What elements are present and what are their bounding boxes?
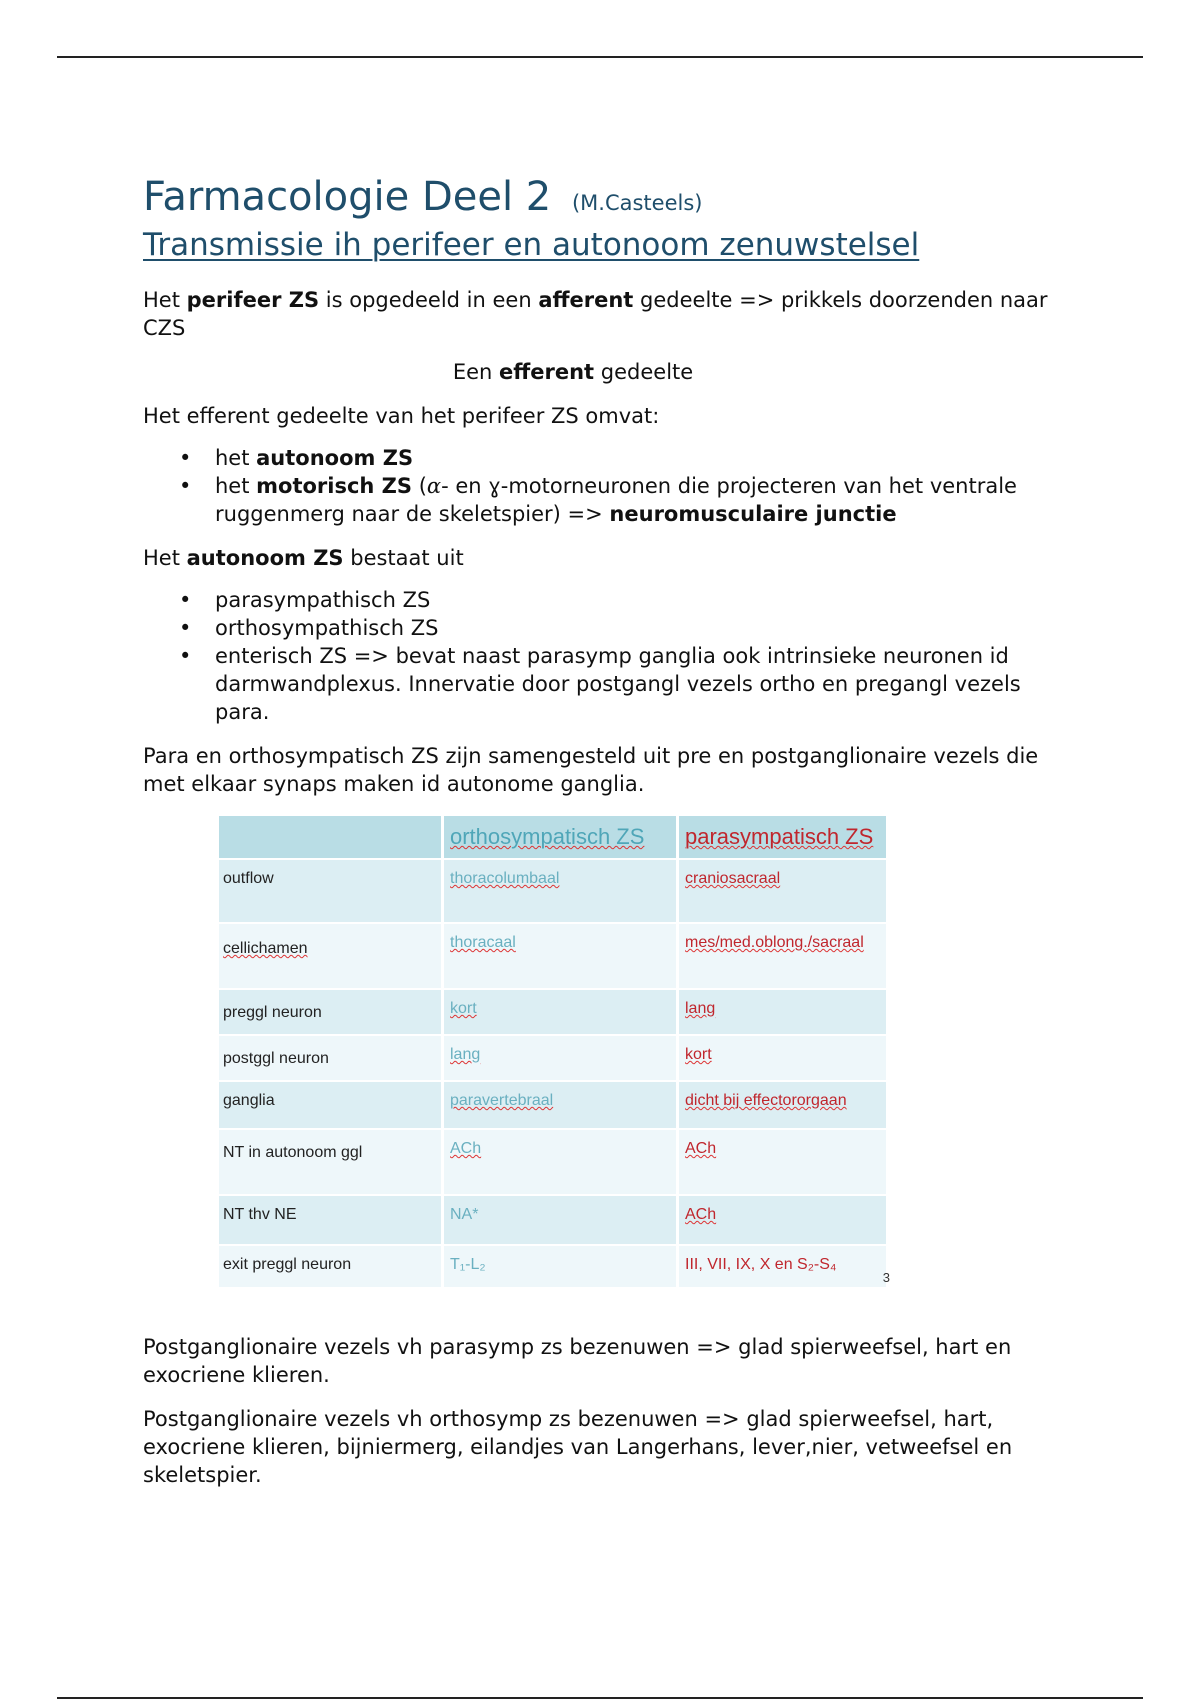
ortho-cell: NA* xyxy=(443,1195,678,1245)
column-header xyxy=(678,816,887,859)
ortho-cell xyxy=(443,1035,678,1081)
top-rule xyxy=(57,56,1143,58)
ortho-cell xyxy=(443,923,678,989)
bold-term: autonoom ZS xyxy=(186,546,344,571)
cell-text: lang xyxy=(685,1000,716,1018)
text: Het xyxy=(143,546,187,571)
table-row xyxy=(219,923,886,989)
bottom-rule xyxy=(57,1697,1143,1699)
row-label: ganglia xyxy=(219,1081,443,1129)
para-cell: III, VII, IX, X en S₂-S₄ xyxy=(678,1245,887,1287)
ortho-cell: T₁-L₂ xyxy=(443,1245,678,1287)
list-item: • enterisch ZS => bevat naast parasymp ganglia ook intrinsieke neuronen id darmwandplexus. Innervatie door postgangl vezels ortho en pregangl vezels para. xyxy=(215,642,1063,726)
cell-text: kort xyxy=(685,1046,712,1064)
row-label: preggl neuron xyxy=(219,989,443,1035)
text: Een xyxy=(452,360,499,385)
table-row xyxy=(219,1035,886,1081)
comparison-table xyxy=(219,816,886,1287)
para-cell xyxy=(678,1129,887,1195)
cell-text: dicht bij effectororgaan xyxy=(685,1092,847,1110)
cell-text: thoracolumbaal xyxy=(450,870,560,888)
cell-text: ACh xyxy=(685,1206,717,1224)
synaps-paragraph: Para en orthosympatisch ZS zijn samengesteld uit pre en postganglionaire vezels die met elkaar synaps maken id autonome ganglia. xyxy=(143,744,1039,797)
cell-text: thoracaal xyxy=(450,934,516,952)
para-cell xyxy=(678,859,887,923)
list-item xyxy=(215,444,1063,472)
ortho-cell xyxy=(443,1129,678,1195)
column-header xyxy=(443,816,678,859)
closing-paragraph-2: Postganglionaire vezels vh orthosymp zs bezenuwen => glad spierweefsel, hart, exocriene klieren, bijniermerg, eilandjes van Langerhans, lever,nier, vetweefsel en skeletspier. xyxy=(143,1407,1013,1488)
header-text: orthosympatisch ZS xyxy=(450,824,645,850)
text: gedeelte xyxy=(594,360,694,385)
table-row xyxy=(219,989,886,1035)
alpha-symbol: α xyxy=(426,474,442,499)
section-heading: Transmissie ih perifeer en autonoom zenuwstelsel xyxy=(143,227,920,263)
text: het xyxy=(215,446,257,471)
intro-paragraph-3: Het efferent gedeelte van het perifeer ZS omvat: xyxy=(143,404,660,429)
author: (M.Casteels) xyxy=(571,191,703,215)
row-label: NT in autonoom ggl xyxy=(219,1129,443,1195)
efferent-list xyxy=(143,444,1063,528)
para-cell xyxy=(678,989,887,1035)
para-cell xyxy=(678,1195,887,1245)
table-row xyxy=(219,1195,886,1245)
text: bestaat uit xyxy=(343,546,464,571)
ortho-cell xyxy=(443,859,678,923)
text: Het xyxy=(143,288,187,313)
cell-text: paravertebraal xyxy=(450,1092,554,1110)
table-header-row xyxy=(219,816,886,859)
text: het xyxy=(215,474,257,499)
intro-paragraph-2 xyxy=(143,358,1063,386)
bold-term: efferent xyxy=(499,360,595,385)
list-item: • parasympathisch ZS xyxy=(215,586,1063,614)
bold-term: perifeer ZS xyxy=(186,288,320,313)
cell-text: ACh xyxy=(450,1140,482,1158)
ortho-cell xyxy=(443,1081,678,1129)
row-label: postggl neuron xyxy=(219,1035,443,1081)
table-row xyxy=(219,859,886,923)
row-label: outflow xyxy=(219,859,443,923)
para-cell xyxy=(678,1081,887,1129)
comparison-table-figure xyxy=(219,816,890,1287)
cell-text: kort xyxy=(450,1000,477,1018)
cell-text: cellichamen xyxy=(223,940,308,958)
bold-term: autonoom ZS xyxy=(256,446,414,471)
slide-number: 3 xyxy=(882,1270,890,1286)
row-label xyxy=(219,923,443,989)
cell-text: mes/med.oblong./sacraal xyxy=(685,934,864,952)
header-text: parasympatisch ZS xyxy=(685,824,874,850)
text: ( xyxy=(412,474,427,499)
table-row xyxy=(219,1081,886,1129)
list-item xyxy=(215,472,1063,528)
cell-text: craniosacraal xyxy=(685,870,781,888)
row-label: NT thv NE xyxy=(219,1195,443,1245)
title-text: Farmacologie Deel 2 xyxy=(143,174,552,220)
text: gedeelte => prikkels doorzenden naar CZS xyxy=(143,288,1048,341)
cell-text: ACh xyxy=(685,1140,717,1158)
table-row xyxy=(219,1245,886,1287)
text: is opgedeeld in een xyxy=(319,288,539,313)
intro-paragraph-1 xyxy=(143,286,1063,342)
para-cell xyxy=(678,923,887,989)
bold-term: afferent xyxy=(538,288,634,313)
cell-text: lang xyxy=(450,1046,481,1064)
document-body xyxy=(143,175,1063,1489)
bold-term: neuromusculaire junctie xyxy=(609,502,897,527)
text: - en ɣ-motorneuronen die projecteren van het ventrale ruggenmerg naar de skeletspier) => xyxy=(215,474,1017,527)
closing-paragraph-1: Postganglionaire vezels vh parasymp zs bezenuwen => glad spierweefsel, hart en exocriene klieren. xyxy=(143,1335,1012,1388)
para-cell xyxy=(678,1035,887,1081)
bold-term: motorisch ZS xyxy=(256,474,413,499)
row-label: exit preggl neuron xyxy=(219,1245,443,1287)
list-item: • orthosympathisch ZS xyxy=(215,614,1063,642)
column-header xyxy=(219,816,443,859)
autonoom-paragraph xyxy=(143,544,1063,572)
page-title xyxy=(143,175,1063,219)
table-row xyxy=(219,1129,886,1195)
autonoom-list xyxy=(143,586,1063,726)
ortho-cell xyxy=(443,989,678,1035)
